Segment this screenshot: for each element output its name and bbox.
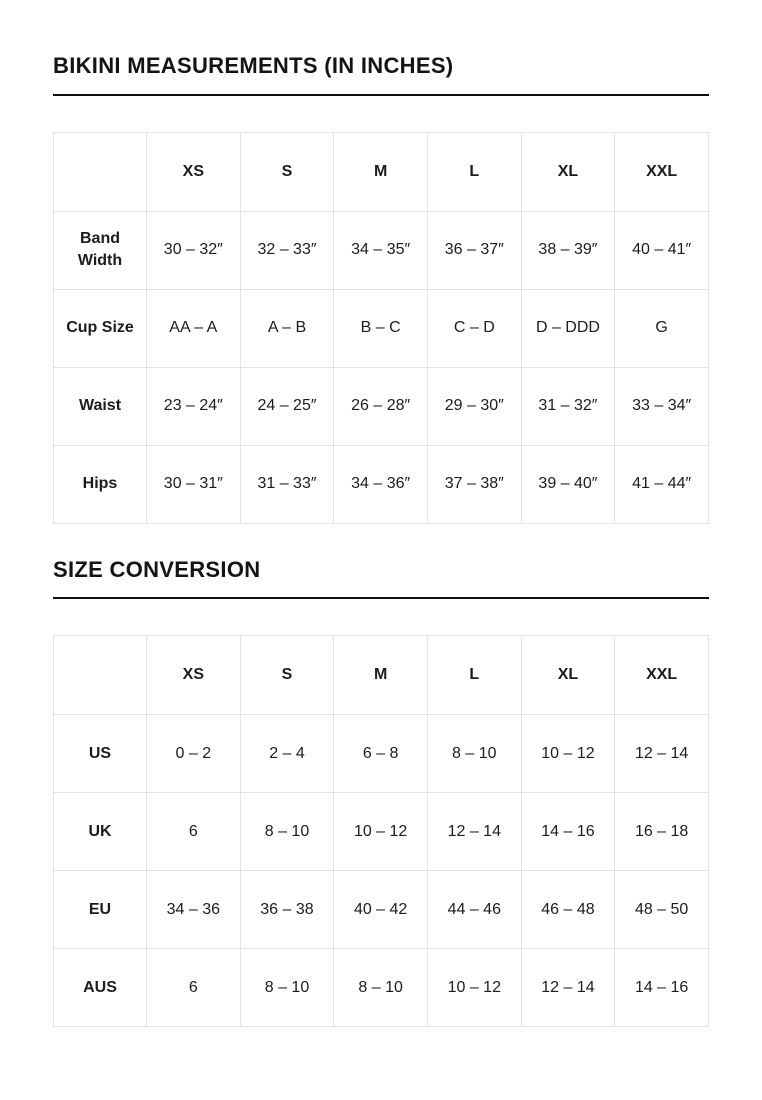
size-value-cell: 36 – 38 [240, 871, 334, 949]
row-label: AUS [54, 949, 147, 1027]
size-value-cell: 37 – 38″ [427, 445, 521, 523]
section-bikini-measurements [53, 52, 709, 524]
size-value-cell: 31 – 33″ [240, 445, 334, 523]
title-divider [53, 94, 709, 96]
size-value-cell: 6 [147, 793, 241, 871]
section-title-size-conversion: SIZE CONVERSION [53, 556, 261, 582]
size-value-cell: 30 – 32″ [147, 211, 241, 289]
size-value-cell: 14 – 16 [615, 949, 709, 1027]
title-divider [53, 597, 709, 599]
size-value-cell: AA – A [147, 289, 241, 367]
size-value-cell: B – C [334, 289, 428, 367]
size-column-header: XS [147, 636, 241, 715]
size-value-cell: 39 – 40″ [521, 445, 615, 523]
size-value-cell: C – D [427, 289, 521, 367]
row-label: UK [54, 793, 147, 871]
table-row [54, 367, 709, 445]
size-value-cell: 6 [147, 949, 241, 1027]
size-column-header: L [427, 636, 521, 715]
size-value-cell: 41 – 44″ [615, 445, 709, 523]
size-value-cell: G [615, 289, 709, 367]
row-label: Cup Size [54, 289, 147, 367]
size-value-cell: 10 – 12 [427, 949, 521, 1027]
size-column-header: S [240, 132, 334, 211]
size-value-cell: 29 – 30″ [427, 367, 521, 445]
table-row [54, 445, 709, 523]
size-column-header: L [427, 132, 521, 211]
table-row [54, 289, 709, 367]
size-value-cell: 48 – 50 [615, 871, 709, 949]
size-value-cell: 36 – 37″ [427, 211, 521, 289]
size-value-cell: 34 – 36″ [334, 445, 428, 523]
size-column-header: XL [521, 132, 615, 211]
size-value-cell: 26 – 28″ [334, 367, 428, 445]
size-value-cell: 0 – 2 [147, 715, 241, 793]
size-value-cell: 8 – 10 [334, 949, 428, 1027]
row-label: Hips [54, 445, 147, 523]
size-value-cell: 40 – 42 [334, 871, 428, 949]
size-value-cell: 46 – 48 [521, 871, 615, 949]
table-row [54, 793, 709, 871]
size-value-cell: 12 – 14 [427, 793, 521, 871]
header-row [54, 132, 709, 211]
size-value-cell: 32 – 33″ [240, 211, 334, 289]
size-column-header: XXL [615, 636, 709, 715]
size-column-header: XXL [615, 132, 709, 211]
size-value-cell: 6 – 8 [334, 715, 428, 793]
size-conversion-table [53, 635, 709, 1027]
size-value-cell: 2 – 4 [240, 715, 334, 793]
header-row [54, 636, 709, 715]
size-value-cell: 33 – 34″ [615, 367, 709, 445]
size-value-cell: 10 – 12 [521, 715, 615, 793]
size-value-cell: A – B [240, 289, 334, 367]
size-value-cell: 23 – 24″ [147, 367, 241, 445]
size-value-cell: 10 – 12 [334, 793, 428, 871]
size-value-cell: 8 – 10 [427, 715, 521, 793]
size-value-cell: 44 – 46 [427, 871, 521, 949]
row-label: Waist [54, 367, 147, 445]
size-value-cell: 8 – 10 [240, 793, 334, 871]
size-value-cell: 40 – 41″ [615, 211, 709, 289]
size-value-cell: 34 – 36 [147, 871, 241, 949]
size-value-cell: 14 – 16 [521, 793, 615, 871]
size-column-header: M [334, 636, 428, 715]
corner-cell [54, 636, 147, 715]
table-row [54, 211, 709, 289]
size-value-cell: 38 – 39″ [521, 211, 615, 289]
size-column-header: XL [521, 636, 615, 715]
size-value-cell: 16 – 18 [615, 793, 709, 871]
section-size-conversion [53, 556, 709, 1028]
size-column-header: XS [147, 132, 241, 211]
size-value-cell: 12 – 14 [521, 949, 615, 1027]
size-value-cell: 31 – 32″ [521, 367, 615, 445]
size-value-cell: 30 – 31″ [147, 445, 241, 523]
size-value-cell: 8 – 10 [240, 949, 334, 1027]
size-column-header: S [240, 636, 334, 715]
size-value-cell: 24 – 25″ [240, 367, 334, 445]
table-row [54, 715, 709, 793]
bikini-measurements-table [53, 132, 709, 524]
size-value-cell: 12 – 14 [615, 715, 709, 793]
corner-cell [54, 132, 147, 211]
table-row [54, 949, 709, 1027]
size-value-cell: 34 – 35″ [334, 211, 428, 289]
row-label: Band Width [54, 211, 147, 289]
size-value-cell: D – DDD [521, 289, 615, 367]
section-title-bikini-measurements: BIKINI MEASUREMENTS (IN INCHES) [53, 53, 454, 78]
size-column-header: M [334, 132, 428, 211]
row-label: EU [54, 871, 147, 949]
row-label: US [54, 715, 147, 793]
table-row [54, 871, 709, 949]
